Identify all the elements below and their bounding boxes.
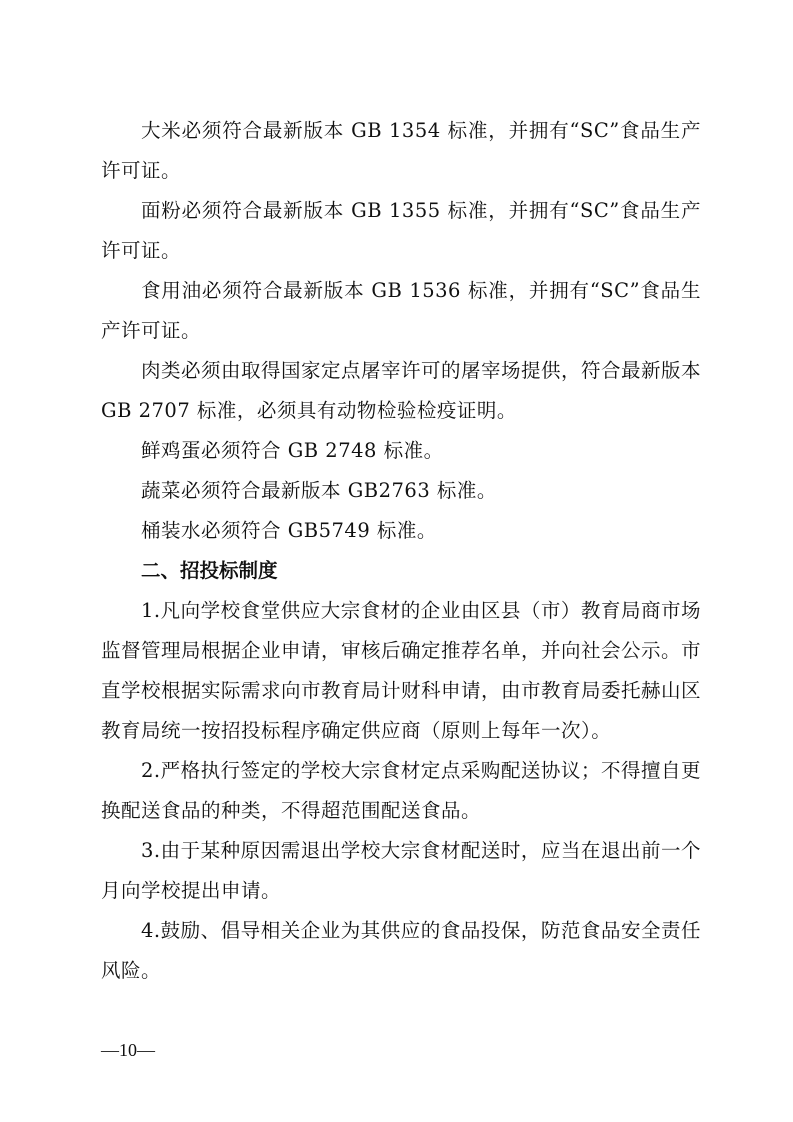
paragraph-rice-standard: 大米必须符合最新版本 GB 1354 标准，并拥有“SC”食品生产许可证。 (101, 119, 701, 182)
document-body (101, 111, 701, 991)
paragraph-item-1: 1.凡向学校食堂供应大宗食材的企业由区县（市）教育局商市场监督管理局根据企业申请，审核后确定推荐名单，并向社会公示。市直学校根据实际需求向市教育局计财科申请，由市教育局委托赫山区教育局统一按招投标程序确定供应商（原则上每年一次）。 (101, 599, 702, 742)
paragraph-meat-standard: 肉类必须由取得国家定点屠宰许可的屠宰场提供，符合最新版本 GB 2707 标准，必须具有动物检验检疫证明。 (101, 359, 702, 422)
section-heading: 二、招投标制度 (141, 559, 278, 582)
paragraph-flour-standard: 面粉必须符合最新版本 GB 1355 标准，并拥有“SC”食品生产许可证。 (101, 199, 701, 262)
paragraph-oil-standard: 食用油必须符合最新版本 GB 1536 标准，并拥有“SC”食品生产许可证。 (101, 279, 701, 342)
page-number: —10— (101, 1040, 155, 1060)
paragraph-vegetable-standard: 蔬菜必须符合最新版本 GB2763 标准。 (141, 479, 497, 502)
paragraph-item-4: 4.鼓励、倡导相关企业为其供应的食品投保，防范食品安全责任风险。 (101, 919, 701, 982)
paragraph-egg-standard: 鲜鸡蛋必须符合 GB 2748 标准。 (141, 439, 444, 462)
paragraph-item-3: 3.由于某种原因需退出学校大宗食材配送时，应当在退出前一个月向学校提出申请。 (101, 839, 701, 902)
paragraph-item-2: 2.严格执行签定的学校大宗食材定点采购配送协议；不得擅自更换配送食品的种类，不得超范围配送食品。 (101, 759, 701, 822)
paragraph-water-standard: 桶装水必须符合 GB5749 标准。 (141, 519, 437, 542)
